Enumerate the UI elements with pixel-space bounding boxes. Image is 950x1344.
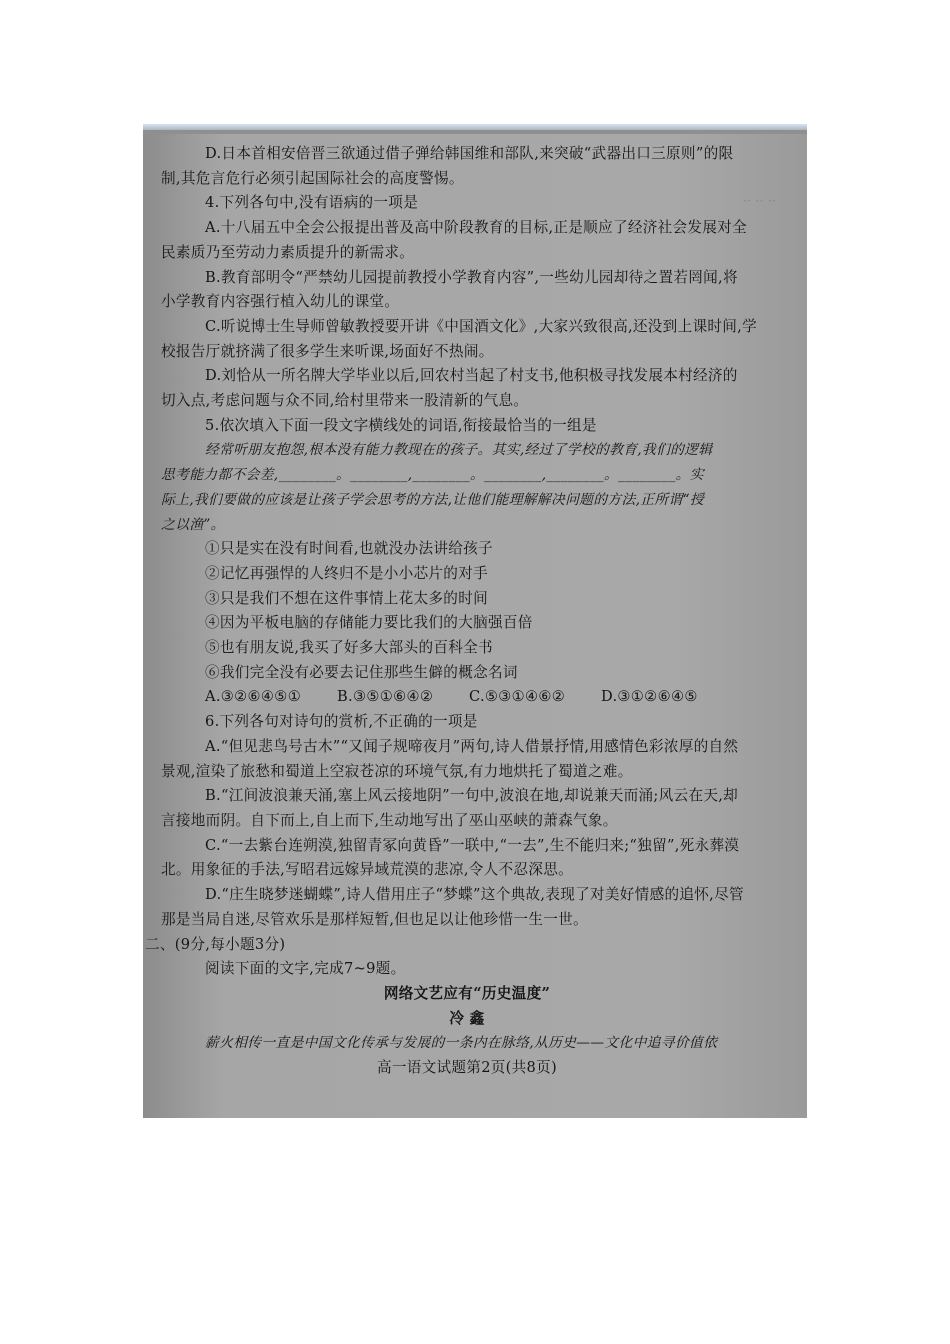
text-line: D.日本首相安倍晋三欲通过借子弹给韩国维和部队,来突破“武器出口三原则”的限: [205, 145, 734, 162]
photo-top-edge: [143, 124, 807, 130]
passage-line: 际上,我们要做的应该是让孩子学会思考的方法,让他们能理解解决问题的方法,正所谓“授: [161, 491, 704, 508]
option-line: ②记忆再强悍的人终归不是小小芯片的对手: [205, 564, 488, 582]
text-line: C.听说博士生导师曾敏教授要开讲《中国酒文化》,大家兴致很高,还没到上课时间,学: [205, 317, 757, 335]
text-line: D.刘恰从一所名牌大学毕业以后,回农村当起了村支书,他积极寻找发展本村经济的: [205, 367, 738, 385]
text-line: 言接地而阴。自下而上,自上而下,生动地写出了巫山巫峡的萧森气象。: [161, 811, 618, 829]
scanned-page-photo: [143, 124, 807, 1118]
article-author: 冷 鑫: [449, 1009, 485, 1027]
choice-b: B.③⑤①⑥④②: [337, 688, 434, 706]
question-4: 4.下列各句中,没有语病的一项是: [205, 194, 419, 212]
answer-choices: [161, 685, 773, 710]
exam-text: [145, 142, 773, 1081]
text-line: 切入点,考虑问题与众不同,给村里带来一股清新的气息。: [161, 392, 529, 410]
bleed-through: ·· ·· ··: [743, 194, 777, 209]
text-line: 制,其危言危行必须引起国际社会的高度警惕。: [161, 169, 464, 187]
text-line: B.教育部明令“严禁幼儿园提前教授小学教育内容”,一些幼儿园却待之置若罔闻,将: [205, 268, 738, 286]
choice-a: A.③②⑥④⑤①: [205, 688, 302, 706]
exam-sheet: [143, 134, 807, 1118]
text-line: 北。用象征的手法,写昭君远嫁异域荒漠的悲凉,令人不忍深思。: [161, 861, 574, 879]
instruction: 阅读下面的文字,完成7~9题。: [205, 960, 406, 978]
article-title: 网络文艺应有“历史温度”: [383, 984, 551, 1002]
text-line: 民素质乃至劳动力素质提升的新需求。: [161, 243, 415, 261]
passage-line: 之以渔”。: [161, 516, 225, 533]
section-heading: 二、(9分,每小题3分): [145, 935, 286, 953]
question-6: 6.下列各句对诗句的赏析,不正确的一项是: [205, 713, 478, 731]
option-line: ③只是我们不想在这件事情上花太多的时间: [205, 589, 488, 607]
choice-d: D.③①②⑥④⑤: [601, 688, 698, 706]
text-line: D.“庄生晓梦迷蝴蝶”,诗人借用庄子“梦蝶”这个典故,表现了对美好情感的追怀,尽管: [205, 886, 744, 904]
option-line: ①只是实在没有时间看,也就没办法讲给孩子: [205, 540, 493, 558]
text-line: 小学教育内容强行植入幼儿的课堂。: [161, 293, 400, 311]
text-line: 校报告厅就挤满了很多学生来听课,场面好不热闹。: [161, 342, 494, 360]
text-line: 那是当局自迷,尽管欢乐是那样短暂,但也足以让他珍惜一生一世。: [161, 910, 588, 928]
page-footer: 高一语文试题第2页(共8页): [376, 1059, 558, 1077]
choice-c: C.⑤③①④⑥②: [469, 688, 566, 706]
passage-line: 经常听朋友抱怨,根本没有能力教现在的孩子。其实,经过了学校的教育,我们的逻辑: [205, 442, 713, 459]
passage-line: 思考能力都不会差,________。________,________。________,________。________。实: [161, 467, 704, 484]
option-line: ④因为平板电脑的存储能力要比我们的大脑强百倍: [205, 614, 533, 632]
text-line: C.“一去紫台连朔漠,独留青冢向黄昏”一联中,“一去”,生不能归来;“独留”,死永葬漠: [205, 836, 740, 854]
option-line: ⑥我们完全没有必要去记住那些生僻的概念名词: [205, 663, 518, 681]
option-line: ⑤也有朋友说,我买了好多大部头的百科全书: [205, 639, 493, 657]
text-line: 景观,渲染了旅愁和蜀道上空寂苍凉的环境气氛,有力地烘托了蜀道之难。: [161, 762, 633, 780]
question-5: 5.依次填入下面一段文字横线处的词语,衔接最恰当的一组是: [205, 416, 597, 434]
text-line: A.“但见悲鸟号古木”“又闻子规啼夜月”两句,诗人借景抒情,用感情色彩浓厚的自然: [205, 737, 739, 755]
text-line: B.“江间波浪兼天涌,塞上风云接地阴”一句中,波浪在地,却说兼天而涌;风云在天,却: [205, 787, 739, 805]
text-line: A.十八届五中全会公报提出普及高中阶段教育的目标,正是顺应了经济社会发展对全: [205, 219, 748, 237]
article-first-line: 薪火相传一直是中国文化传承与发展的一条内在脉络,从历史——文化中追寻价值依: [205, 1035, 718, 1052]
